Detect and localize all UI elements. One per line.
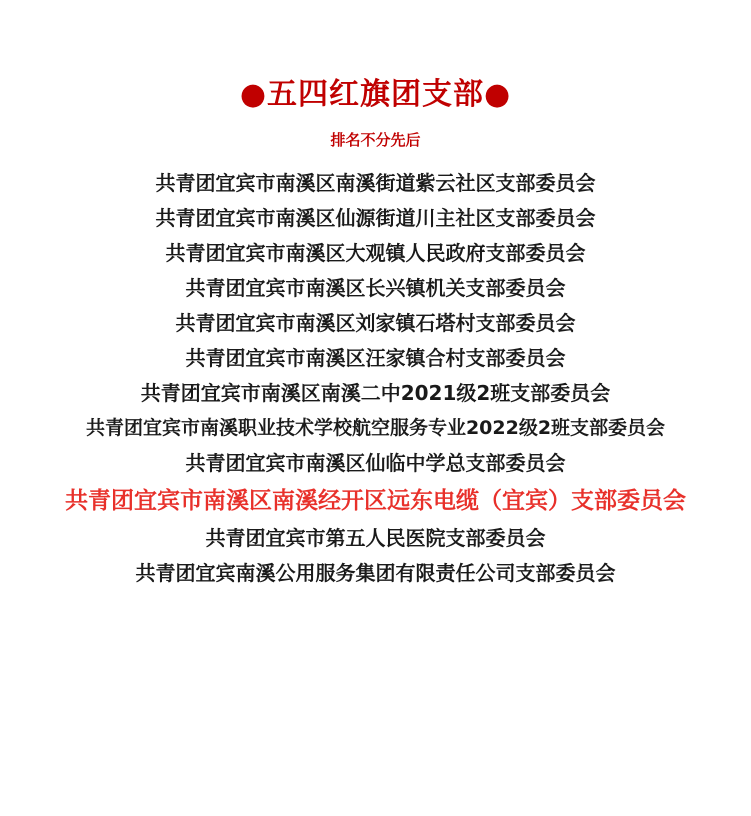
list-item: 共青团宜宾市南溪区南溪二中2021级2班支部委员会 — [140, 381, 611, 405]
list-item: 共青团宜宾市南溪区汪家镇合村支部委员会 — [185, 346, 566, 370]
list-item: 共青团宜宾市南溪区刘家镇石塔村支部委员会 — [175, 311, 576, 335]
list-item: 共青团宜宾市南溪区长兴镇机关支部委员会 — [185, 276, 566, 300]
bottom-spacer — [0, 798, 751, 816]
organization-list — [0, 166, 751, 591]
page-subtitle: 排名不分先后 — [330, 131, 421, 149]
list-item: 共青团宜宾市南溪区仙源街道川主社区支部委员会 — [155, 206, 596, 230]
list-item: 共青团宜宾市第五人民医院支部委员会 — [205, 526, 546, 550]
list-item: 共青团宜宾市南溪区南溪街道紫云社区支部委员会 — [155, 171, 596, 195]
list-item: 共青团宜宾南溪公用服务集团有限责任公司支部委员会 — [135, 561, 616, 585]
list-item: 共青团宜宾市南溪职业技术学校航空服务专业2022级2班支部委员会 — [85, 417, 666, 439]
page-title: ●五四红旗团支部● — [239, 77, 512, 112]
list-item: 共青团宜宾市南溪区仙临中学总支部委员会 — [185, 451, 566, 475]
list-item-highlighted: 共青团宜宾市南溪区南溪经开区远东电缆（宜宾）支部委员会 — [65, 488, 686, 514]
list-item: 共青团宜宾市南溪区大观镇人民政府支部委员会 — [165, 241, 586, 265]
document-page — [0, 78, 751, 816]
